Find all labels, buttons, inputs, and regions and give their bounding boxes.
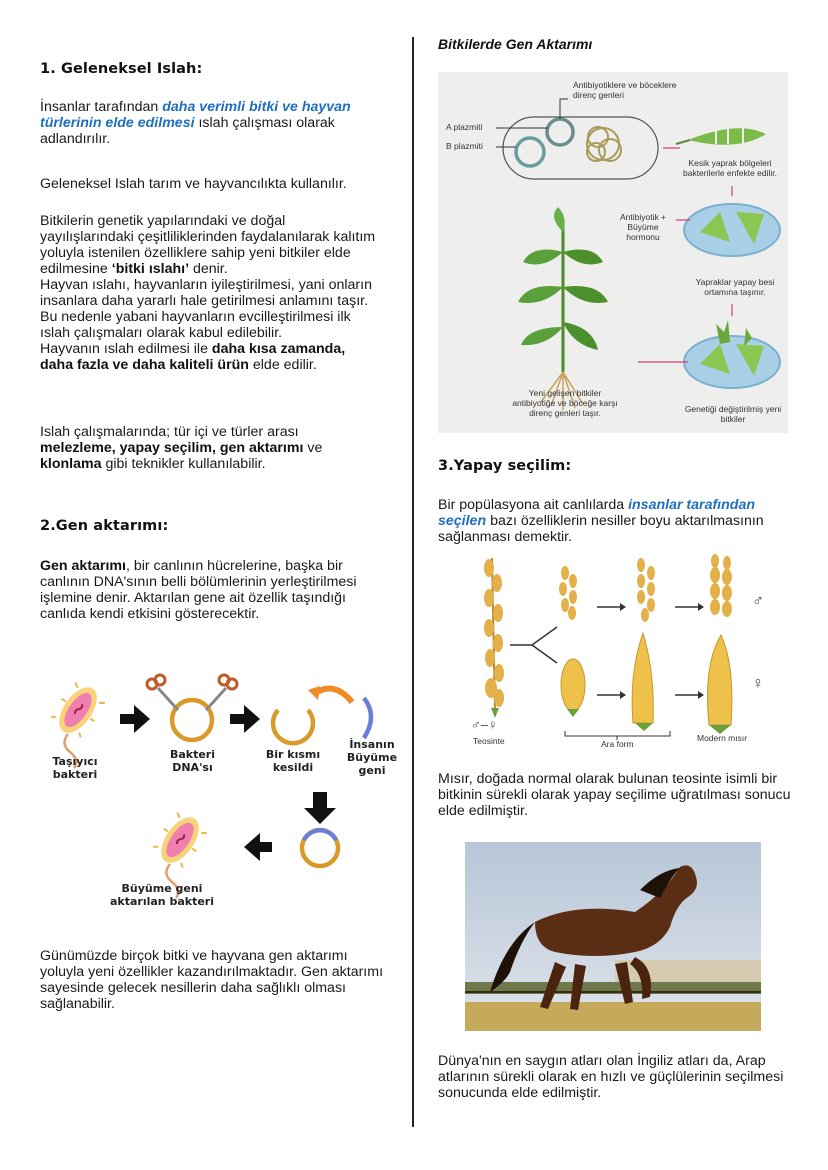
- bacterium-cell-icon: [503, 117, 658, 179]
- label-teosinte: Teosinte: [473, 736, 505, 746]
- male-flower-icon: [637, 558, 655, 622]
- section-title-traditional-breeding: 1. Geleneksel Islah:: [40, 61, 203, 77]
- corn-cob-icon: [708, 635, 732, 734]
- left-arrow-icon: [244, 833, 272, 861]
- gene-transfer-closing: Günümüzde birçok bitki ve hayvana gen aktarımı yoluyla yeni özellikler kazandırılmaktadır. Gen aktarımı sayesinde gelecek nesillerin daha sağlıklı olması sağlanabilir.: [40, 948, 384, 1012]
- label-plasmid-a: A plazmiti: [446, 122, 483, 132]
- horse-photo: [465, 842, 761, 1031]
- petri-dish-icon: [684, 204, 780, 256]
- column-divider: [412, 37, 414, 1127]
- label-intermediate-form: Ara form: [601, 739, 634, 749]
- plant-icon: [518, 207, 608, 410]
- male-flower-icon: [559, 566, 577, 620]
- bacterium-icon: [149, 807, 212, 873]
- label-new-plants-resistant: Yeni gelişen bitkiler antibiyotiğe ve böceğe karşı direnç genleri taşır.: [512, 388, 618, 418]
- techniques-paragraph: Islah çalışmalarında; tür içi ve türler arası melezleme, yapay seçilim, gen aktarımı ve klonlama gibi teknikler kullanılabilir.: [40, 424, 323, 472]
- plant-gene-transfer-diagram: [438, 72, 788, 433]
- plant-breeding-paragraph: Bitkilerin genetik yapılarındaki ve doğal yayılışlarındaki çeşitliliklerinden faydalanılarak kalıtım yoluyla istenilen özelliklere sahip yeni bitkiler elde edilmesine ‘bitki ıslahı’ denir. Hayvan ıslahı, hayvanların iyileştirilmesi, yani onların insanlara daha yararlı hale getirilmesi anlamını taşır. Bu nedenle yabani hayvanların evcilleştirilmesi ilk ıslah çalışmaları olarak kabul edilebilir. Hayvanın ıslah edilmesi ile daha kısa zamanda, daha fazla ve daha kaliteli ürün elde edilir.: [40, 213, 376, 373]
- plasmid-icon: [172, 700, 212, 740]
- highlight-text: daha verimli bitki ve hayvan türlerinin elde edilmesi: [40, 99, 351, 131]
- breeding-intro: İnsanlar tarafından daha verimli bitki ve hayvan türlerinin elde edilmesi ıslah çalışması olarak adlandırılır.: [40, 99, 351, 147]
- gene-transfer-diagram: [40, 670, 410, 920]
- plant-gene-transfer-title: Bitkilerde Gen Aktarımı: [438, 36, 593, 52]
- breeding-usage: Geleneksel Islah tarım ve hayvancılıkta kullanılır.: [40, 176, 347, 192]
- corn-cob-icon: [632, 633, 653, 731]
- label-human-growth-gene: İnsanın Büyüme geni: [346, 738, 398, 777]
- gene-fragment-icon: [364, 698, 371, 738]
- label-resistance-genes: Antibiyotiklere ve böceklere direnç genleri: [573, 80, 677, 100]
- cut-plasmid-icon: [273, 710, 313, 743]
- section-title-gene-transfer: 2.Gen aktarımı:: [40, 518, 169, 534]
- label-bacteria-dna: Bakteri DNA'sı: [169, 748, 216, 774]
- chromosome-icon: [587, 127, 621, 161]
- corn-cob-icon: [561, 659, 585, 717]
- label-carrier-bacterium: Taşıyıcı bakteri: [52, 755, 98, 781]
- right-arrow-icon: [230, 705, 260, 733]
- right-arrow-icon: [120, 705, 150, 733]
- branch-arrow-icon: [510, 627, 557, 663]
- section-title-artificial-selection: 3.Yapay seçilim:: [438, 458, 572, 474]
- male-flower-icon: [710, 554, 732, 617]
- plasmid-b-icon: [516, 138, 544, 166]
- bacterium-icon: [47, 677, 110, 743]
- plasmid-a-icon: [547, 119, 573, 145]
- gene-transfer-definition: Gen aktarımı, bir canlının hücrelerine, başka bir canlının DNA'sının belli bölümlerinin yerleştirilmesi işlemine denir. Aktarılan gene ait özellik taşındığı canlıda kendi etkisini gösterecektir.: [40, 558, 357, 622]
- teosinte-icon: [484, 558, 504, 718]
- label-result-bacterium: Büyüme geni aktarılan bakteri: [110, 882, 214, 908]
- female-symbol: ♀: [752, 675, 764, 692]
- label-artificial-medium: Yapraklar yapay besi ortamına taşınır.: [695, 277, 775, 297]
- scissors-icon: [206, 675, 237, 710]
- highlight-text: insanlar tarafından seçilen: [438, 497, 756, 529]
- corn-evolution-figure: [465, 553, 785, 753]
- label-modern-corn: Modern mısır: [697, 733, 748, 743]
- male-female-symbol: ♂–♀: [471, 717, 498, 732]
- male-symbol: ♂: [752, 593, 764, 610]
- down-arrow-icon: [304, 792, 336, 824]
- label-leaf-infection: Kesik yaprak bölgeleri bakterilerle enfekte edilir.: [682, 158, 778, 178]
- artificial-selection-intro: Bir popülasyona ait canlılarda insanlar tarafından seçilen bazı özelliklerin nesiller boyu aktarılmasının sağlanması demektir.: [438, 497, 764, 545]
- curved-arrow-icon: [314, 689, 352, 702]
- label-gm-plants: Genetiği değiştirilmiş yeni bitkiler: [684, 404, 782, 424]
- horse-selection-text: Dünya'nın en saygın atları olan İngiliz atları da, Arap atlarının sürekli olarak en hızlı ve güçlülerinin seçilmesi sonucunda elde edilmiştir.: [438, 1053, 784, 1101]
- scissors-icon: [147, 675, 178, 710]
- label-cut-part: Bir kısmı kesildi: [265, 748, 321, 774]
- label-antibiotic-hormone: Antibiyotik + Büyüme hormonu: [619, 212, 667, 242]
- label-plasmid-b: B plazmiti: [446, 141, 483, 151]
- petri-dish-icon: [684, 336, 780, 388]
- corn-selection-text: Mısır, doğada normal olarak bulunan teosinte isimli bir bitkinin sürekli olarak yapay seçilime uğratılması sonucu elde edilmiştir.: [438, 771, 791, 819]
